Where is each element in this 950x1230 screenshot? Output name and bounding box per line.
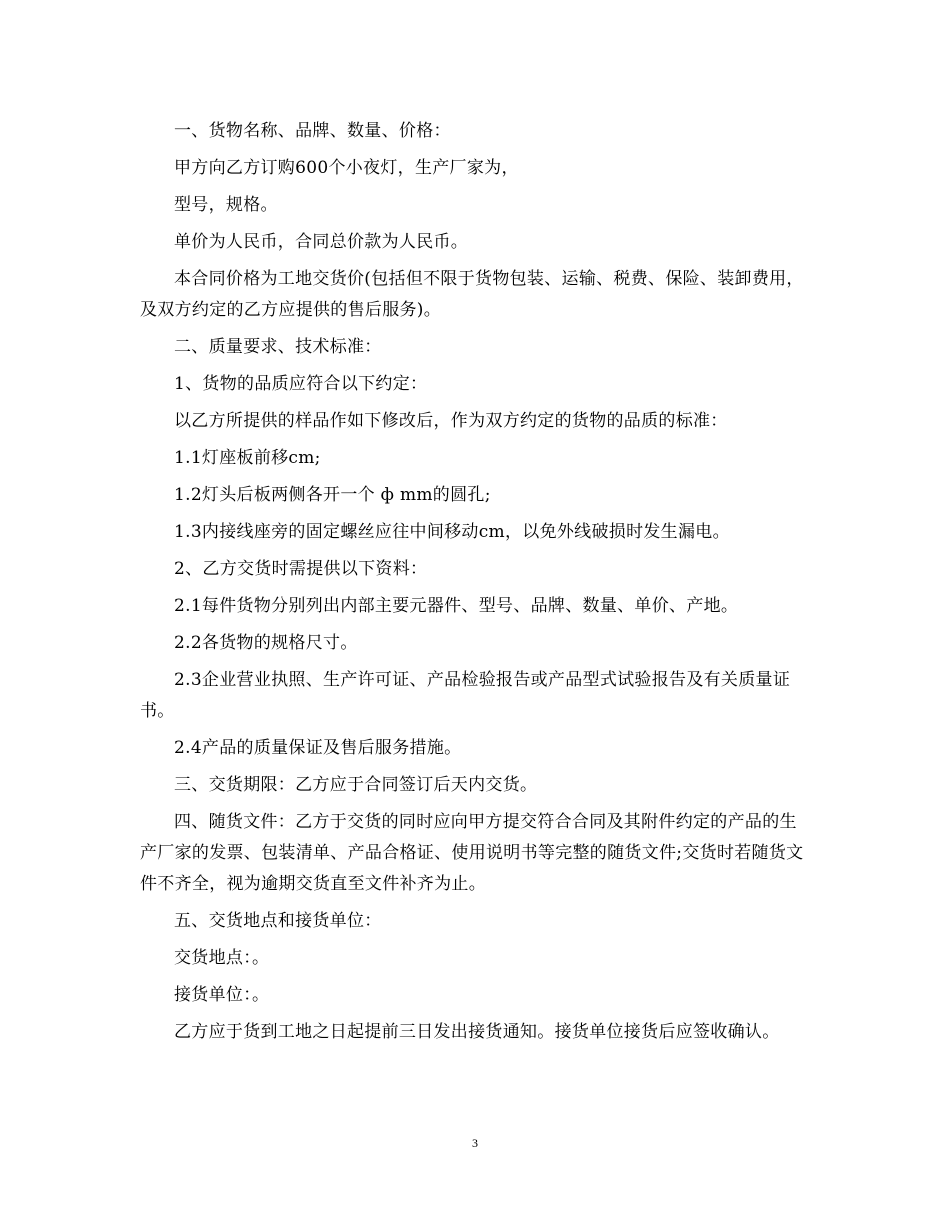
section-heading-goods: 一、货物名称、品牌、数量、价格： xyxy=(174,121,451,141)
paragraph: 以乙方所提供的样品作如下修改后，作为双方约定的货物的品质的标准： xyxy=(174,411,728,431)
paragraph: 1.2灯头后板两侧各开一个 ф mm的圆孔; xyxy=(174,485,491,505)
paragraph: 乙方应于货到工地之日起提前三日发出接货通知。接货单位接货后应签收确认。 xyxy=(174,1022,780,1042)
paragraph: 甲方向乙方订购600个小夜灯，生产厂家为， xyxy=(174,158,519,178)
paragraph: 本合同价格为工地交货价(包括但不限于货物包装、运输、税费、保险、装卸费用，及双方约定的乙方应提供的售后服务)。 xyxy=(140,269,804,320)
document-body xyxy=(140,116,812,1054)
paragraph: 2.3企业营业执照、生产许可证、产品检验报告或产品型式试验报告及有关质量证书。 xyxy=(140,670,791,721)
paragraph: 2.4产品的质量保证及售后服务措施。 xyxy=(174,738,462,758)
section-heading-delivery-location: 五、交货地点和接货单位： xyxy=(174,911,382,931)
paragraph: 2、乙方交货时需提供以下资料： xyxy=(174,559,428,579)
paragraph: 交货地点：。 xyxy=(174,948,270,968)
paragraph: 1.3内接线座旁的固定螺丝应往中间移动cm，以免外线破损时发生漏电。 xyxy=(174,522,730,542)
paragraph: 型号，规格。 xyxy=(174,195,278,215)
section-heading-quality: 二、质量要求、技术标准： xyxy=(174,337,382,357)
section-heading-documents: 四、随货文件：乙方于交货的同时应向甲方提交符合合同及其附件约定的产品的生产厂家的发票、包装清单、产品合格证、使用说明书等完整的随货文件;交货时若随货文件不齐全，视为逾期交货直至文件补齐为止。 xyxy=(140,812,804,894)
paragraph: 单价为人民币，合同总价款为人民币。 xyxy=(174,232,469,252)
paragraph: 1、货物的品质应符合以下约定： xyxy=(174,374,428,394)
section-heading-delivery-period: 三、交货期限：乙方应于合同签订后天内交货。 xyxy=(174,775,538,795)
page-number: 3 xyxy=(472,1136,478,1150)
paragraph: 2.2各货物的规格尺寸。 xyxy=(174,633,358,653)
paragraph: 1.1灯座板前移cm; xyxy=(174,448,321,468)
paragraph: 接货单位：。 xyxy=(174,985,270,1005)
paragraph: 2.1每件货物分别列出内部主要元器件、型号、品牌、数量、单价、产地。 xyxy=(174,596,739,616)
